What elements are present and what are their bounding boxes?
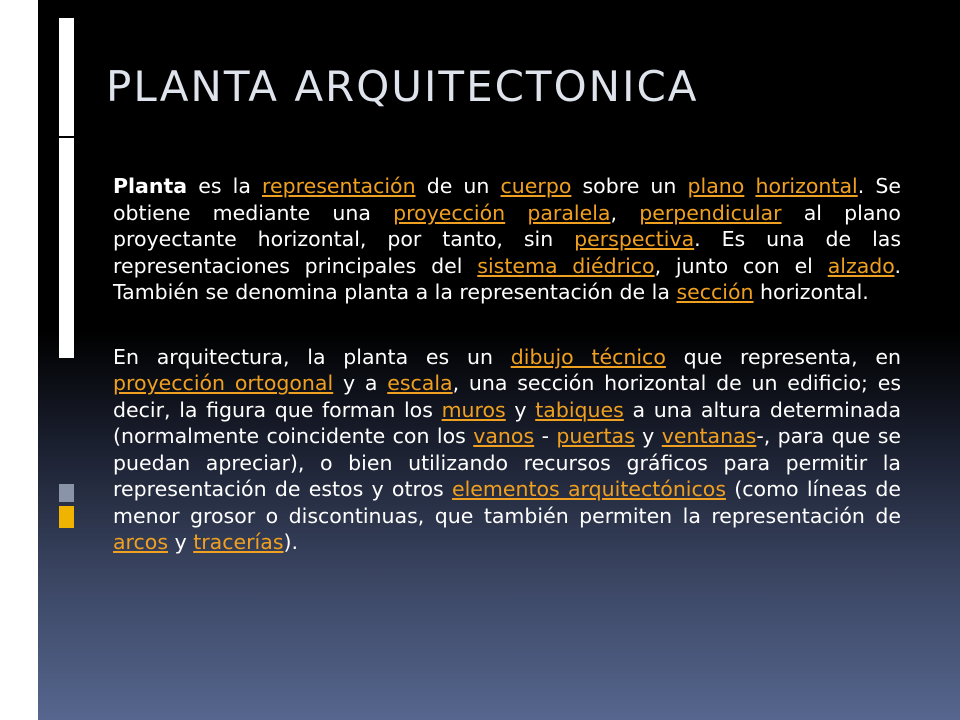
text-segment: ,: [610, 200, 640, 225]
text-segment: y: [505, 397, 536, 422]
text-segment: -, para que se puedan apreciar), o bien utilizando recursos gráficos para permitir la representación de estos y otros: [113, 424, 902, 501]
text-segment: sobre un: [571, 174, 688, 198]
slide-body: [113, 173, 901, 594]
deco-square-4: [59, 506, 74, 528]
text-segment: . También se denomina planta a la representación de la: [113, 253, 901, 304]
text-segment: [505, 201, 527, 225]
link-sección[interactable]: sección: [676, 280, 754, 304]
text-segment: y: [168, 530, 194, 554]
decorative-squares: [38, 0, 76, 720]
link-vanos[interactable]: vanos: [473, 424, 535, 448]
link-alzado[interactable]: alzado: [827, 253, 895, 278]
text-segment: (como líneas de menor grosor o discontinuas, que también permiten la representación de: [113, 477, 901, 528]
link-puertas[interactable]: puertas: [556, 424, 635, 448]
link-paralela[interactable]: paralela: [527, 200, 611, 225]
text-segment: , junto con el: [654, 253, 828, 278]
text-segment: y a: [333, 371, 388, 395]
text-segment: de un: [415, 174, 501, 198]
text-segment: a una altura determinada (normalmente coincidente con los: [113, 397, 902, 448]
deco-square-3: [59, 484, 74, 502]
link-proyección-ortogonal[interactable]: proyección ortogonal: [113, 371, 334, 395]
bold-term: Planta: [113, 174, 188, 198]
link-horizontal[interactable]: horizontal: [755, 174, 858, 198]
link-proyección[interactable]: proyección: [393, 200, 506, 225]
link-ventanas[interactable]: ventanas: [661, 424, 757, 448]
text-segment: ).: [283, 530, 299, 554]
slide-title: PLANTA ARQUITECTONICA: [106, 62, 699, 111]
link-escala[interactable]: escala: [387, 371, 453, 395]
text-segment: y: [634, 424, 662, 448]
text-segment: En arquitectura, la planta es un: [113, 344, 511, 369]
paragraph-2: [113, 344, 901, 556]
link-representación[interactable]: representación: [262, 174, 416, 198]
link-cuerpo[interactable]: cuerpo: [500, 174, 572, 198]
link-elementos-arquitectónicos[interactable]: elementos arquitectónicos: [451, 477, 726, 501]
deco-square-1: [59, 18, 74, 136]
deco-square-2: [59, 138, 74, 358]
link-arcos[interactable]: arcos: [113, 530, 169, 554]
paragraph-1: [113, 173, 901, 306]
text-segment: [744, 174, 755, 198]
text-segment: al plano proyectante horizontal, por tanto, sin: [113, 200, 901, 251]
link-perpendicular[interactable]: perpendicular: [639, 200, 782, 225]
left-white-bar: [0, 0, 38, 720]
link-tabiques[interactable]: tabiques: [535, 397, 624, 422]
link-dibujo-técnico[interactable]: dibujo técnico: [510, 344, 666, 369]
text-segment: . Se obtiene mediante una: [113, 174, 901, 225]
link-plano[interactable]: plano: [687, 174, 745, 198]
text-segment: es la: [187, 174, 262, 198]
text-segment: que representa, en: [665, 344, 901, 369]
text-segment: , una sección horizontal de un edificio; es decir, la figura que forman los: [113, 371, 902, 422]
link-muros[interactable]: muros: [441, 397, 506, 422]
link-sistema-diédrico[interactable]: sistema diédrico: [477, 253, 655, 278]
text-segment: horizontal.: [753, 280, 869, 304]
link-tracerías[interactable]: tracerías: [193, 530, 284, 554]
link-perspectiva[interactable]: perspectiva: [574, 227, 695, 251]
text-segment: -: [534, 424, 557, 448]
text-segment: . Es una de las representaciones principales del: [113, 227, 902, 278]
